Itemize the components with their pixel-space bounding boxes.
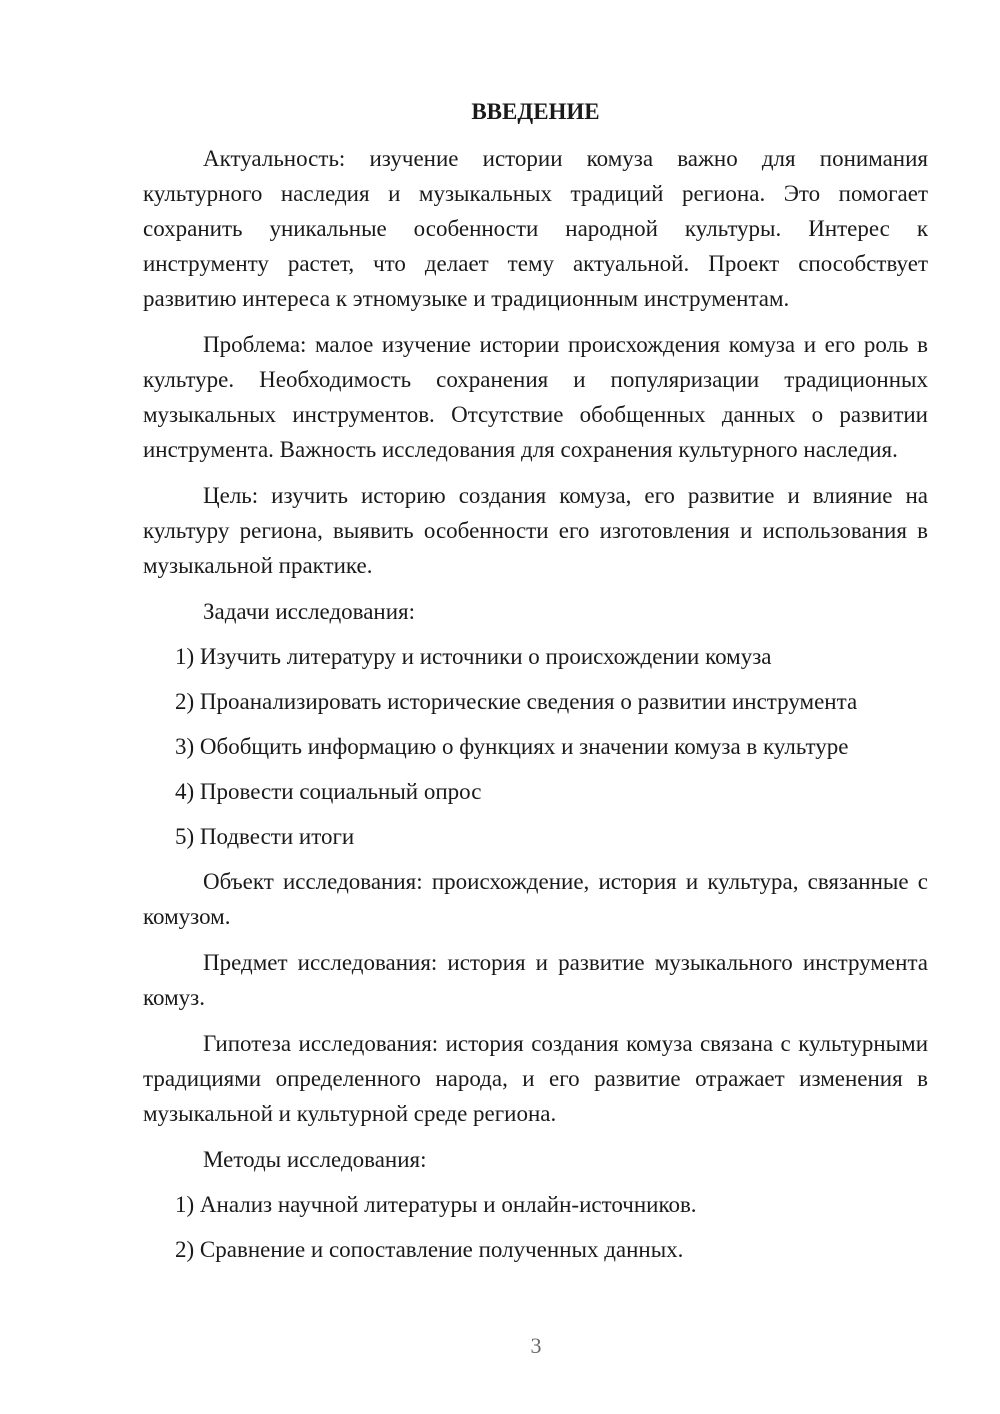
problem-paragraph: Проблема: малое изучение истории происхождения комуза и его роль в культуре. Необходимость сохранения и популяризации традиционных музыкальных инструментов. Отсутствие обобщенных данных о развитии инструмента. Важность исследования для сохранения культурного наследия. bbox=[143, 332, 928, 462]
hypothesis-paragraph: Гипотеза исследования: история создания комуза связана с культурными традициями определенного народа, и его развитие отражает изменения в музыкальной и культурной среде региона. bbox=[143, 1031, 928, 1126]
methods-list bbox=[143, 1187, 928, 1267]
page-title: ВВЕДЕНИЕ bbox=[471, 99, 600, 124]
task-item: 1) Изучить литературу и источники о происхождении комуза bbox=[175, 644, 772, 669]
method-item: 1) Анализ научной литературы и онлайн-источников. bbox=[175, 1192, 697, 1217]
task-item: 4) Провести социальный опрос bbox=[175, 779, 482, 804]
task-item: 2) Проанализировать исторические сведения о развитии инструмента bbox=[175, 689, 858, 714]
method-item: 2) Сравнение и сопоставление полученных данных. bbox=[175, 1237, 684, 1262]
tasks-label: Задачи исследования: bbox=[203, 599, 416, 624]
relevance-paragraph: Актуальность: изучение истории комуза важно для понимания культурного наследия и музыкальных традиций региона. Это помогает сохранить уникальные особенности народной культуры. Интерес к инструменту растет, что делает тему актуальной. Проект способствует развитию интереса к этномузыке и традиционным инструментам. bbox=[143, 146, 928, 311]
document-page bbox=[143, 94, 928, 1277]
methods-label: Методы исследования: bbox=[203, 1147, 427, 1172]
task-item: 3) Обобщить информацию о функциях и значении комуза в культуре bbox=[175, 734, 849, 759]
subject-paragraph: Предмет исследования: история и развитие музыкального инструмента комуз. bbox=[143, 950, 928, 1010]
goal-paragraph: Цель: изучить историю создания комуза, его развитие и влияние на культуру региона, выявить особенности его изготовления и использования в музыкальной практике. bbox=[143, 483, 928, 578]
object-paragraph: Объект исследования: происхождение, история и культура, связанные с комузом. bbox=[143, 869, 928, 929]
tasks-list bbox=[143, 639, 928, 854]
task-item: 5) Подвести итоги bbox=[175, 824, 355, 849]
page-number: 3 bbox=[530, 1333, 542, 1358]
